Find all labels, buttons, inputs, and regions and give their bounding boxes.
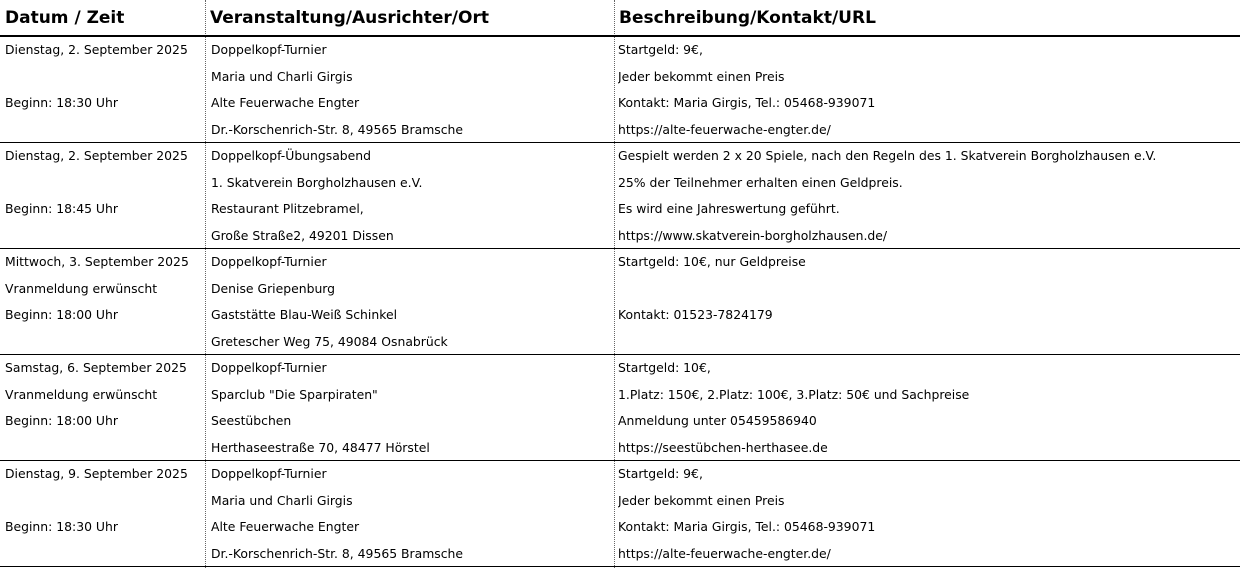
datum-cell: Dienstag, 2. September 2025	[5, 42, 188, 57]
beschreibung-cell: Anmeldung unter 05459586940	[618, 413, 817, 428]
beschreibung-cell: Kontakt: Maria Girgis, Tel.: 05468-939071	[618, 519, 876, 534]
beschreibung-cell: Jeder bekommt einen Preis	[618, 492, 785, 508]
veranstaltung-cell: 1. Skatverein Borgholzhausen e.V.	[211, 174, 423, 190]
datum-cell	[5, 329, 203, 356]
datum-cell	[5, 170, 203, 197]
veranstaltung-cell: Maria und Charli Girgis	[211, 68, 353, 84]
veranstaltung-cell: Restaurant Plitzebramel,	[211, 201, 364, 216]
beschreibung-cell: Startgeld: 10€, nur Geldpreise	[618, 254, 806, 269]
header-datum-zeit: Datum / Zeit	[5, 8, 125, 28]
datum-cell: Beginn: 18:30 Uhr	[5, 519, 118, 534]
veranstaltung-cell: Alte Feuerwache Engter	[211, 95, 360, 110]
header-veranstaltung: Veranstaltung/Ausrichter/Ort	[210, 8, 489, 28]
veranstaltung-cell: Herthaseestraße 70, 48477 Hörstel	[211, 439, 430, 455]
beschreibung-cell: https://seestübchen-herthasee.de	[618, 439, 828, 455]
datum-cell: Dienstag, 2. September 2025	[5, 148, 188, 163]
datum-cell: Beginn: 18:30 Uhr	[5, 95, 118, 110]
beschreibung-cell	[618, 276, 1238, 303]
veranstaltung-cell: Doppelkopf-Turnier	[211, 360, 327, 375]
beschreibung-cell: Gespielt werden 2 x 20 Spiele, nach den Regeln des 1. Skatverein Borgholzhausen e.V.	[618, 148, 1157, 163]
veranstaltung-cell: Doppelkopf-Turnier	[211, 42, 327, 57]
column-divider	[205, 0, 206, 568]
veranstaltung-cell: Große Straße2, 49201 Dissen	[211, 227, 394, 243]
datum-cell: Mittwoch, 3. September 2025	[5, 254, 189, 269]
beschreibung-cell: https://www.skatverein-borgholzhausen.de/	[618, 227, 888, 243]
veranstaltung-cell: Seestübchen	[211, 413, 292, 428]
beschreibung-cell: Kontakt: 01523-7824179	[618, 307, 773, 322]
datum-cell	[5, 541, 203, 568]
veranstaltung-cell: Dr.-Korschenrich-Str. 8, 49565 Bramsche	[211, 545, 464, 561]
beschreibung-cell: 1.Platz: 150€, 2.Platz: 100€, 3.Platz: 50€ und Sachpreise	[618, 386, 970, 402]
veranstaltung-cell: Doppelkopf-Übungsabend	[211, 148, 372, 163]
datum-cell: Vranmeldung erwünscht	[5, 280, 158, 296]
datum-cell	[5, 64, 203, 91]
veranstaltung-cell: Gretescher Weg 75, 49084 Osnabrück	[211, 333, 448, 349]
datum-cell: Vranmeldung erwünscht	[5, 386, 158, 402]
beschreibung-cell: Startgeld: 9€,	[618, 42, 703, 57]
datum-cell: Samstag, 6. September 2025	[5, 360, 187, 375]
veranstaltung-cell: Dr.-Korschenrich-Str. 8, 49565 Bramsche	[211, 121, 464, 137]
header-beschreibung: Beschreibung/Kontakt/URL	[619, 8, 876, 28]
datum-cell	[5, 488, 203, 515]
beschreibung-cell: https://alte-feuerwache-engter.de/	[618, 545, 831, 561]
datum-cell: Beginn: 18:00 Uhr	[5, 307, 118, 322]
beschreibung-cell: Startgeld: 10€,	[618, 360, 711, 375]
row-separator	[0, 566, 1240, 567]
beschreibung-cell: https://alte-feuerwache-engter.de/	[618, 121, 831, 137]
beschreibung-cell: 25% der Teilnehmer erhalten einen Geldpreis.	[618, 174, 903, 190]
datum-cell	[5, 117, 203, 144]
veranstaltung-cell: Alte Feuerwache Engter	[211, 519, 360, 534]
datum-cell	[5, 435, 203, 462]
beschreibung-cell: Jeder bekommt einen Preis	[618, 68, 785, 84]
beschreibung-cell: Startgeld: 9€,	[618, 466, 703, 481]
veranstaltung-cell: Gaststätte Blau-Weiß Schinkel	[211, 307, 398, 322]
datum-cell: Beginn: 18:45 Uhr	[5, 201, 118, 216]
beschreibung-cell: Es wird eine Jahreswertung geführt.	[618, 201, 840, 216]
veranstaltung-cell: Doppelkopf-Turnier	[211, 466, 327, 481]
beschreibung-cell	[618, 329, 1238, 356]
column-divider	[614, 0, 615, 568]
veranstaltung-cell: Sparclub "Die Sparpiraten"	[211, 386, 378, 402]
veranstaltung-cell: Maria und Charli Girgis	[211, 492, 353, 508]
beschreibung-cell: Kontakt: Maria Girgis, Tel.: 05468-939071	[618, 95, 876, 110]
veranstaltung-cell: Doppelkopf-Turnier	[211, 254, 327, 269]
datum-cell: Dienstag, 9. September 2025	[5, 466, 188, 481]
datum-cell	[5, 223, 203, 250]
veranstaltung-cell: Denise Griepenburg	[211, 280, 336, 296]
datum-cell: Beginn: 18:00 Uhr	[5, 413, 118, 428]
